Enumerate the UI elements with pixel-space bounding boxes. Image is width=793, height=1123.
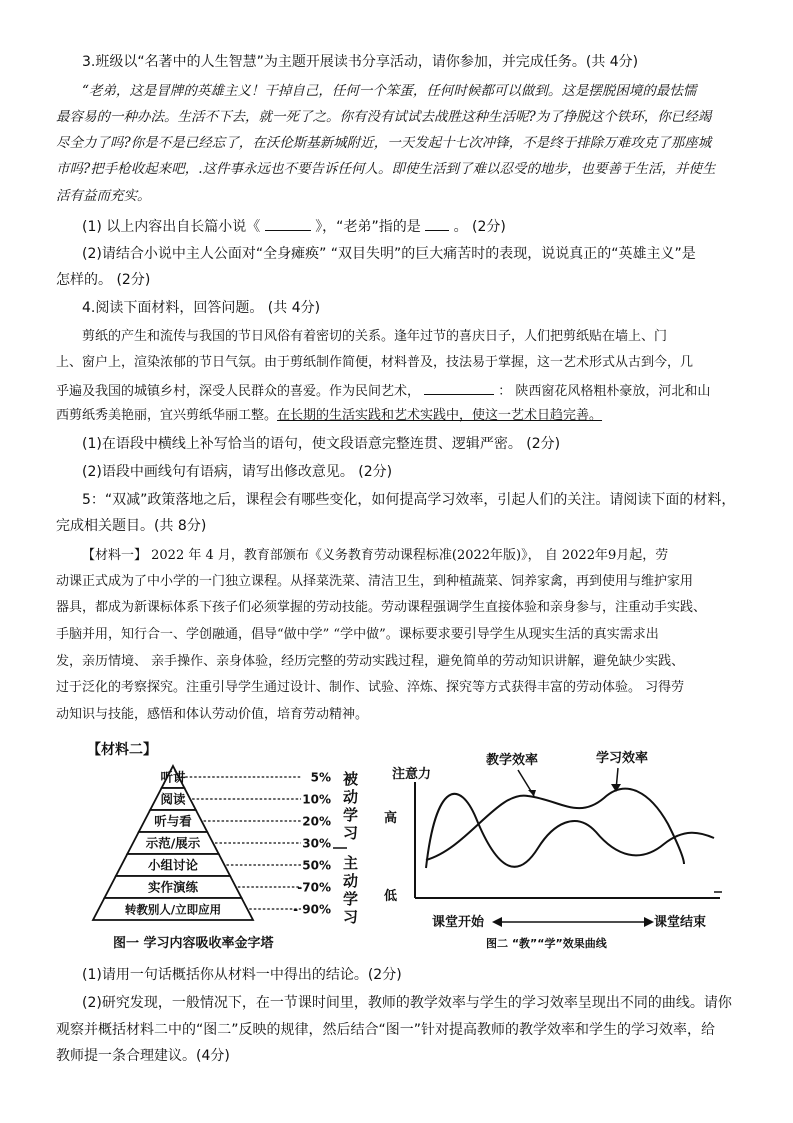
teach-label: 教学效率 — [486, 753, 539, 768]
x-start-label: 课堂开始 — [432, 915, 485, 930]
pyramid-layer-label: 实作演练 — [147, 879, 199, 895]
active-label: 主动学习 — [343, 854, 359, 926]
q3-blank-novel[interactable] — [265, 216, 311, 231]
y-axis-label: 注意力 — [392, 767, 432, 782]
q4-blank[interactable] — [424, 380, 494, 395]
q4-passage-line-3 — [56, 380, 710, 402]
pyramid-layer-label: 示范/展示 — [145, 835, 201, 851]
q3-passage-line-5: 活有益而充实。 — [56, 188, 151, 204]
q4-passage-line-4-pre: 西剪纸秀美艳丽，宜兴剪纸华丽工整。 — [56, 408, 278, 423]
q5-sub2-line-2: 观察并概括材料二中的“图二”反映的规律，然后结合“图一”针对提高教师的教学效率和学生的学习效率，给 — [56, 1022, 716, 1038]
pyramid-value-label: -70% — [297, 880, 331, 895]
pyramid-layer-label: 小组讨论 — [147, 857, 199, 873]
q5-material1-line-1: 【材料一】 2022 年 4 月，教育部颁布《义务教育劳动课程标准(2022年版)》， 自 2022年9月起，劳 — [82, 548, 669, 563]
q5-title-line-2: 完成相关题目。(共 8分) — [56, 518, 207, 534]
pyramid-value-label: 30% — [302, 836, 331, 851]
q5-material1-line-7: 动知识与技能，感悟和体认劳动价值，培育劳动精神。 — [56, 707, 369, 722]
q4-passage-line-3-post: ： 陕西窗花风格粗朴豪放，河北和山 — [498, 384, 711, 399]
q3-sub1 — [82, 216, 506, 237]
pyramid-value-label: 50% — [302, 858, 331, 873]
teach-arrow-head — [528, 790, 536, 796]
pyramid-layer-label: 听讲 — [160, 769, 186, 785]
x-end-label: 课堂结束 — [654, 915, 707, 930]
q5-title-line-1: 5：“双减”政策落地之后，课程会有哪些变化，如何提高学习效率，引起人们的关注。请阅读下面的材料， — [82, 492, 736, 508]
pyramid-layer-label: 听与看 — [154, 813, 192, 829]
learn-label: 学习效率 — [596, 751, 649, 766]
pyramid-value-label: - 90% — [293, 902, 331, 917]
pyramid-layer-label: 转教别人/立即应用 — [124, 902, 222, 917]
q4-passage-line-4 — [56, 406, 602, 426]
q4-passage-line-3-pre: 乎遍及我国的城镇乡村，深受人民群众的喜爱。作为民间艺术， — [56, 384, 421, 399]
figure2-caption: 图二 “教”“学”效果曲线 — [486, 937, 607, 950]
q4-underlined-sentence: 在长期的生活实践和艺术实践中，使这一艺术日趋完善。 — [277, 408, 603, 423]
q5-material1-line-3: 器具，都成为新课标体系下孩子们必须掌握的劳动技能。劳动课程强调学生直接体验和亲身参与，注重动手实践、 — [56, 600, 707, 615]
pyramid-value-label: 20% — [302, 814, 331, 829]
q3-sub1-mid: 》，“老弟”指的是 — [315, 219, 421, 235]
q5-material1-line-2: 动课正式成为了中小学的一门独立课程。从择菜洗菜、清洁卫生，到种植蔬菜、饲养家禽，再到使用与维护家用 — [56, 574, 694, 589]
q5-sub2-line-1: (2)研究发现，一般情况下，在一节课时间里，教师的教学效率与学生的学习效率呈现出不同的曲线。请你 — [82, 995, 732, 1011]
q3-passage-line-4: 市吗?把手枪收起来吧，.这件事永远也不要告诉任何人。即使生活到了难以忍受的地步，也要善于生活，并使生 — [56, 161, 716, 177]
pyramid-value-label: 5% — [310, 770, 331, 785]
q3-passage-line-3: 尽全力了吗?你是不是已经忘了，在沃伦斯基新城附近，一天发起十七次冲锋，不是终于排除万难攻克了那座城 — [56, 135, 712, 151]
q4-sub2: (2)语段中画线句有语病，请写出修改意见。 (2分) — [82, 464, 393, 480]
q3-blank-person[interactable] — [425, 216, 449, 231]
q3-title: 3.班级以“名著中的人生智慧”为主题开展读书分享活动，请你参加，并完成任务。(共 4分) — [82, 54, 639, 70]
time-arrow-right — [644, 917, 654, 927]
q4-title: 4.阅读下面材料，回答问题。 (共 4分) — [82, 300, 321, 316]
figure1-header: 【材料二】 — [87, 742, 157, 758]
q5-material1-line-6: 过于泛化的考察探究。注重引导学生通过设计、制作、试验、淬炼、探究等方式获得丰富的劳动体验。 习得劳 — [56, 680, 685, 695]
low-label: 低 — [384, 889, 398, 904]
q3-sub1-pre: (1) 以上内容出自长篇小说《 — [82, 219, 261, 235]
q5-sub2-line-3: 教师提一条合理建议。(4分) — [56, 1048, 230, 1064]
q4-passage-line-1: 剪纸的产生和流传与我国的节日风俗有着密切的关系。逢年过节的喜庆日子，人们把剪纸贴在墙上、门 — [82, 329, 668, 344]
q4-sub1: (1)在语段中横线上补写恰当的语句，使文段语意完整连贯、逻辑严密。 (2分) — [82, 436, 561, 452]
time-arrow-left — [492, 917, 502, 927]
figure2-curves — [378, 740, 738, 955]
q3-sub2-line-2: 怎样的。 (2分) — [56, 272, 151, 288]
high-label: 高 — [384, 811, 398, 826]
q3-passage-line-2: 最容易的一种办法。生活不下去，就一死了之。你有没有试试去战胜这种生活呢?为了挣脱这个铁环，你已经竭 — [56, 109, 712, 125]
pyramid-layer-label: 阅读 — [160, 791, 186, 807]
q5-material1-line-4: 手脑并用，知行合一、学创融通，倡导“做中学” “学中做”。课标要求要引导学生从现实生活的真实需求出 — [56, 627, 659, 642]
figure1-caption: 图一 学习内容吸收率金字塔 — [113, 936, 274, 951]
q3-sub2-line-1: (2)请结合小说中主人公面对“全身瘫痪” “双目失明”的巨大痛苦时的表现，说说真正的“英雄主义”是 — [82, 246, 696, 262]
q4-passage-line-2: 上、窗户上，渲染浓郁的节日气氛。由于剪纸制作简便，材料普及，技法易于掌握，这一艺术形式从古到今，几 — [56, 355, 694, 370]
q5-sub1: (1)请用一句话概括你从材料一中得出的结论。(2分) — [82, 967, 402, 983]
passive-label: 被动学习 — [343, 770, 359, 842]
q3-passage-line-1: “老弟，这是冒牌的英雄主义！干掉自己，任何一个笨蛋，任何时候都可以做到。这是摆脱困境的最怯懦 — [82, 83, 697, 99]
pyramid-value-label: 10% — [302, 792, 331, 807]
q3-sub1-post: 。 (2分) — [453, 219, 506, 235]
q5-material1-line-5: 发，亲历情境、 亲手操作、亲身体验，经历完整的劳动实践过程，避免简单的劳动知识讲解，避免缺少实践、 — [56, 654, 685, 669]
